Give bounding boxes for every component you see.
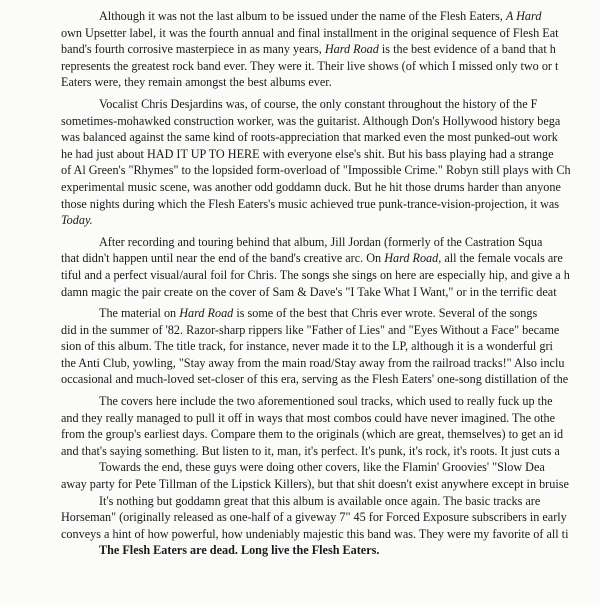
text-line: experimental music scene, was another odd goddamn duck. But he hit those drums harder than anyone: [61, 179, 561, 194]
text-line: Today.: [61, 213, 93, 228]
article-body: [61, 8, 600, 559]
text-line: from the group's earliest days. Compare them to the originals (which are great, themselves) to get an id: [61, 427, 564, 442]
text-line: that didn't happen until near the end of the band's creative arc. On Hard Road, all the female vocals are: [61, 251, 563, 266]
text-line: Vocalist Chris Desjardins was, of course, the only constant throughout the history of the F: [99, 96, 538, 111]
text-line: After recording and touring behind that album, Jill Jordan (formerly of the Castration Squa: [99, 234, 543, 249]
text-line: damn magic the pair create on the cover of Sam & Dave's "I Take What I Want," or in the terrific deat: [61, 284, 557, 299]
paragraph-covers: [61, 393, 600, 459]
text-line: The material on Hard Road is some of the best that Chris ever wrote. Several of the songs: [99, 306, 538, 321]
text-line: It's nothing but goddamn great that this album is available once again. The basic tracks are: [99, 493, 541, 508]
paragraph-vocalist: [61, 96, 600, 229]
text-line: those nights during which the Flesh Eaters's music achieved true punk-trance-vision-projection, it was: [61, 196, 560, 211]
text-line: sometimes-mohawked construction worker, was the guitarist. Although Don's Hollywood history bega: [61, 113, 561, 128]
paragraph-material: [61, 305, 600, 388]
text-line: occasional and much-loved set-closer of this era, serving as the Flesh Eaters' one-song distillation of the: [61, 372, 569, 387]
text-line: represents the greatest rock band ever. They were it. Their live shows (of which I missed only two or t: [61, 58, 559, 73]
paragraph-intro: [61, 8, 600, 91]
text-line: Horseman" (originally released as one-half of a giveway 7" 45 for Forced Exposure subscribers in early: [61, 510, 567, 525]
text-line: band's fourth corrosive masterpiece in as many years, Hard Road is the best evidence of a band that h: [61, 42, 556, 57]
text-line: Towards the end, these guys were doing other covers, like the Flamin' Groovies' "Slow Dea: [99, 460, 545, 475]
paragraph-available: [61, 493, 600, 543]
closing-line: The Flesh Eaters are dead. Long live the Flesh Eaters.: [99, 543, 380, 558]
text-line: tiful and a perfect visual/aural foil for Chris. The songs she sings on here are especially hip, and give a h: [61, 267, 570, 282]
text-line: sion of this album. The title track, for instance, never made it to the LP, although it is a wonderful gri: [61, 339, 553, 354]
text-line: The covers here include the two aforementioned soul tracks, which used to really fuck up the: [99, 394, 553, 409]
text-line: Although it was not the last album to be issued under the name of the Flesh Eaters, A Hard: [99, 9, 542, 23]
text-line: own Upsetter label, it was the fourth annual and final installment in the original sequence of Flesh Eat: [61, 25, 559, 40]
paragraph-touring: [61, 234, 600, 300]
text-line: conveys a hint of how powerful, how undeniably majestic this band was. They were my favorite of all ti: [61, 526, 569, 541]
text-line: was balanced against the same kind of roots-appreciation that marked even the most punked-out work: [61, 130, 558, 145]
text-line: away party for Pete Tillman of the Lipstick Killers), but that shit doesn't exist anywhere except in bruise: [61, 477, 569, 492]
paragraph-end: [61, 459, 600, 492]
text-line: he had just about HAD IT UP TO HERE with everyone else's shit. But his bass playing had a strange: [61, 146, 554, 161]
text-line: and that's saying something. But listen to it, man, it's perfect. It's punk, it's rock, it's roots. It just cuts a: [61, 443, 560, 458]
text-line: the Anti Club, yowling, "Stay away from the main road/Stay away from the railroad tracks!" Also inclu: [61, 355, 565, 370]
text-line: and they really managed to pull it off in ways that most combos could have never imagined. The othe: [61, 410, 556, 425]
text-line: Eaters were, they remain amongst the best albums ever.: [61, 75, 332, 90]
text-line: of Al Green's "Rhymes" to the lopsided form-overload of "Impossible Crime." Robyn still plays with Ch: [61, 163, 571, 178]
text-line: did in the summer of '82. Razor-sharp rippers like "Father of Lies" and "Eyes Without a Face" became: [61, 322, 560, 337]
